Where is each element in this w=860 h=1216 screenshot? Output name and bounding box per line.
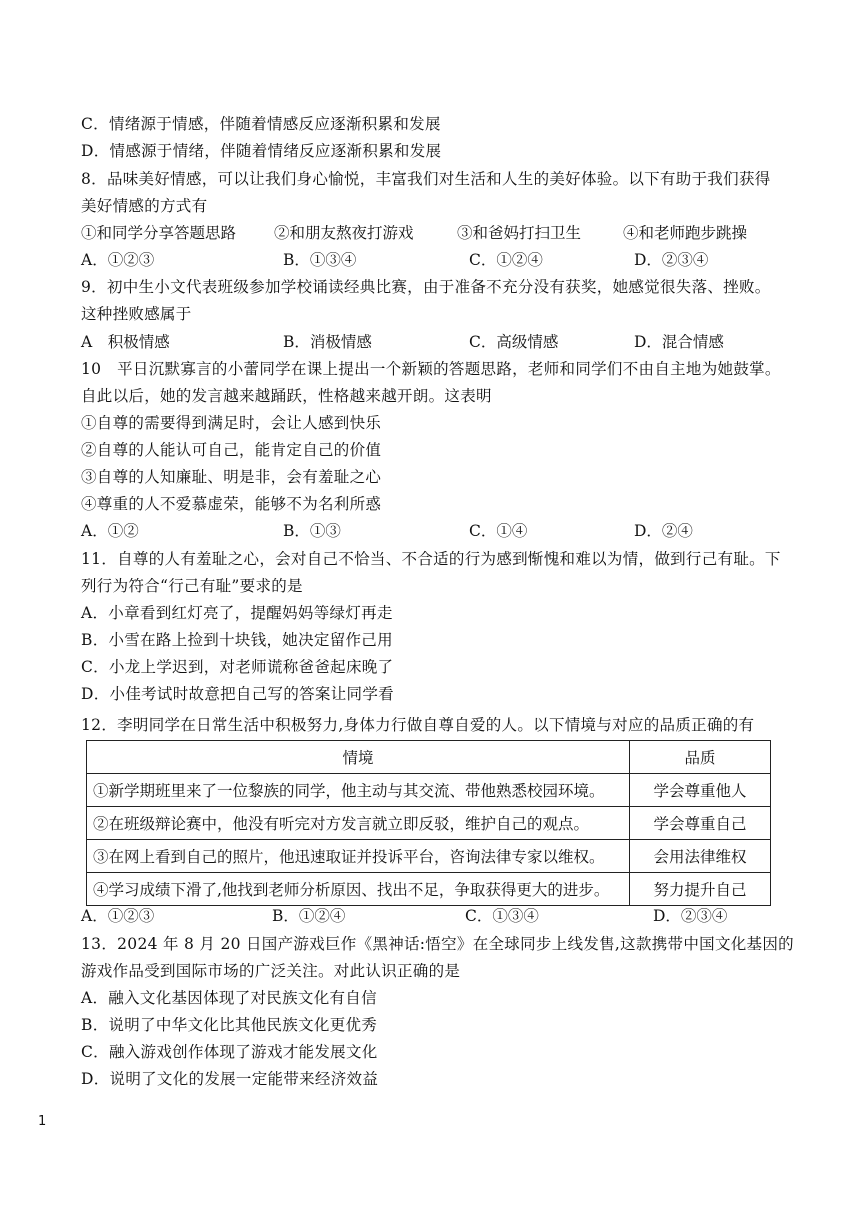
q8-stem-line1: 8．品味美好情感，可以让我们身心愉悦，丰富我们对生活和人生的美好体验。以下有助于我们获得: [81, 170, 771, 188]
table-header-row: [87, 741, 771, 774]
table-row: [87, 840, 771, 873]
situation-cell: ④学习成绩下滑了,他找到老师分析原因、找出不足，争取获得更大的进步。: [87, 873, 630, 906]
q7-option-c: C．情绪源于情感，伴随着情感反应逐渐积累和发展: [81, 115, 441, 133]
q13-stem-line1: 13．2024 年 8 月 20 日国产游戏巨作《黑神话:悟空》在全球同步上线发售,这款携带中国文化基因的: [81, 935, 794, 953]
q8-option-a: A．①②③: [81, 251, 155, 269]
q10-stem-line2: 自此以后，她的发言越来越踊跃，性格越来越开朗。这表明: [81, 387, 492, 405]
q10-item-3: ③自尊的人知廉耻、明是非，会有羞耻之心: [81, 468, 382, 486]
q8-item-2: ②和朋友熬夜打游戏: [274, 224, 414, 242]
q8-item-4: ④和老师跑步跳操: [623, 224, 748, 242]
q10-stem-line1: 10 平日沉默寡言的小蕾同学在课上提出一个新颖的答题思路，老师和同学们不由自主地为她鼓掌。: [81, 360, 781, 378]
q11-stem-line1: 11．自尊的人有羞耻之心，会对自己不恰当、不合适的行为感到惭愧和难以为情，做到行己有耻。下: [81, 550, 781, 568]
q13-option-d: D．说明了文化的发展一定能带来经济效益: [81, 1070, 379, 1088]
q9-stem-line1: 9．初中生小文代表班级参加学校诵读经典比赛，由于准备不充分没有获奖，她感觉很失落、挫败。: [81, 278, 771, 296]
q10-item-4: ④尊重的人不爱慕虚荣，能够不为名利所惑: [81, 495, 382, 513]
situation-cell: ②在班级辩论赛中，他没有听完对方发言就立即反驳，维护自己的观点。: [87, 807, 630, 840]
q10-option-a: A．①②: [81, 522, 139, 540]
q9-option-b: B．消极情感: [283, 333, 372, 351]
table-row: [87, 807, 771, 840]
situation-cell: ③在网上看到自己的照片，他迅速取证并投诉平台，咨询法律专家以维权。: [87, 840, 630, 873]
q9-stem-line2: 这种挫败感属于: [81, 305, 192, 323]
q9-option-c: C．高级情感: [469, 333, 559, 351]
q8-item-1: ①和同学分享答题思路: [81, 224, 237, 242]
q8-option-d: D．②③④: [634, 251, 709, 269]
q10-option-c: C．①④: [469, 522, 528, 540]
q13-option-a: A．融入文化基因体现了对民族文化有自信: [81, 989, 377, 1007]
header-quality: 品质: [630, 741, 771, 774]
q12-table: [86, 740, 771, 906]
q8-item-3: ③和爸妈打扫卫生: [457, 224, 582, 242]
q8-stem-line2: 美好情感的方式有: [81, 197, 208, 215]
q8-option-c: C．①②④: [469, 251, 543, 269]
q11-stem-line2: 列行为符合“行己有耻”要求的是: [81, 577, 303, 595]
q8-option-b: B．①③④: [283, 251, 357, 269]
q13-option-c: C．融入游戏创作体现了游戏才能发展文化: [81, 1043, 378, 1061]
table-row: [87, 873, 771, 906]
q13-stem-line2: 游戏作品受到国际市场的广泛关注。对此认识正确的是: [81, 962, 461, 980]
q12-option-b: B．①②④: [272, 907, 346, 925]
quality-cell: 学会尊重他人: [630, 774, 771, 807]
quality-cell: 努力提升自己: [630, 873, 771, 906]
quality-cell: 学会尊重自己: [630, 807, 771, 840]
q12-option-c: C．①③④: [465, 907, 539, 925]
q10-item-2: ②自尊的人能认可自己，能肯定自己的价值: [81, 441, 382, 459]
header-situation: 情境: [87, 741, 630, 774]
page-number: 1: [38, 1114, 47, 1129]
q11-option-d: D．小佳考试时故意把自己写的答案让同学看: [81, 685, 394, 703]
q11-option-a: A．小章看到红灯亮了，提醒妈妈等绿灯再走: [81, 604, 393, 622]
table-row: [87, 774, 771, 807]
q10-item-1: ①自尊的需要得到满足时，会让人感到快乐: [81, 414, 382, 432]
quality-cell: 会用法律维权: [630, 840, 771, 873]
q9-option-a: A 积极情感: [81, 333, 170, 351]
q12-option-d: D．②③④: [653, 907, 728, 925]
q9-option-d: D．混合情感: [634, 333, 724, 351]
q11-option-c: C．小龙上学迟到，对老师谎称爸爸起床晚了: [81, 658, 394, 676]
q12-stem: 12．李明同学在日常生活中积极努力,身体力行做自尊自爱的人。以下情境与对应的品质正确的有: [81, 716, 755, 734]
situation-cell: ①新学期班里来了一位黎族的同学，他主动与其交流、带他熟悉校园环境。: [87, 774, 630, 807]
q10-option-d: D．②④: [634, 522, 693, 540]
q7-option-d: D．情感源于情绪，伴随着情绪反应逐渐积累和发展: [81, 142, 442, 160]
q10-option-b: B．①③: [283, 522, 341, 540]
q13-option-b: B．说明了中华文化比其他民族文化更优秀: [81, 1016, 378, 1034]
q12-option-a: A．①②③: [81, 907, 155, 925]
q11-option-b: B．小雪在路上捡到十块钱，她决定留作己用: [81, 631, 393, 649]
